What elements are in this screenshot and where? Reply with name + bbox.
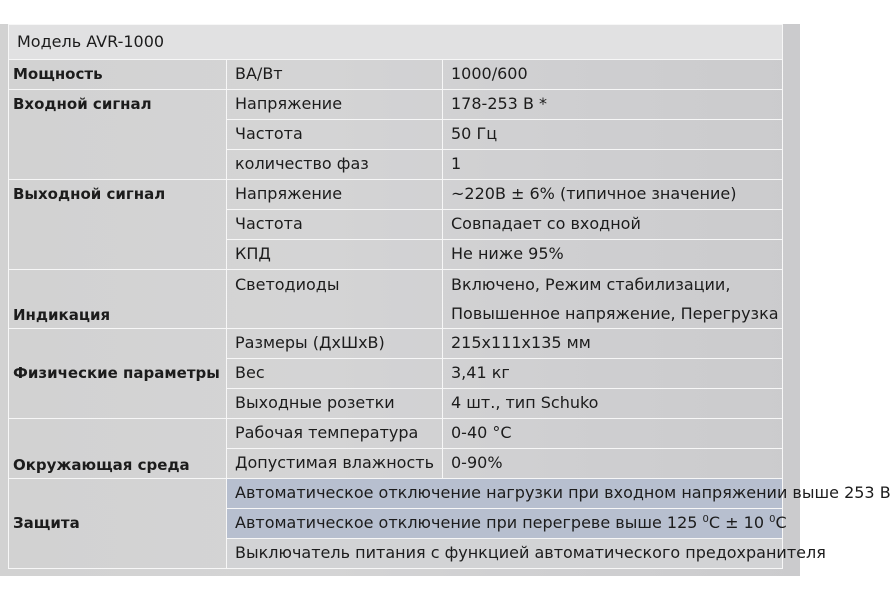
param-cell: Напряжение [227, 180, 443, 210]
value-cell: 1000/600 [443, 60, 783, 90]
param-cell: количество фаз [227, 150, 443, 180]
degree-sup: 0 [769, 514, 776, 526]
value-line: Включено, Режим стабилизации, [451, 275, 731, 294]
table-row [9, 270, 783, 329]
value-cell: 50 Гц [443, 120, 783, 150]
value-cell: 0-40 °C [443, 419, 783, 449]
protection-text: Автоматическое отключение при перегреве выше 125 [235, 513, 703, 533]
param-cell: Частота [227, 210, 443, 240]
param-cell: Рабочая температура [227, 419, 443, 449]
category-protection: Защита [9, 479, 227, 569]
param-cell: КПД [227, 240, 443, 270]
value-cell: 4 шт., тип Schuko [443, 389, 783, 419]
table-row [9, 329, 783, 359]
category-power: Мощность [9, 60, 227, 90]
param-cell: ВА/Вт [227, 60, 443, 90]
value-cell: Совпадает со входной [443, 210, 783, 240]
spec-table [8, 24, 891, 569]
value-cell: 3,41 кг [443, 359, 783, 389]
category-indication: Индикация [9, 270, 227, 329]
param-cell: Допустимая влажность [227, 449, 443, 479]
protection-text: С [775, 513, 787, 533]
table-row [9, 419, 783, 449]
value-cell: ~220В ± 6% (типичное значение) [443, 180, 783, 210]
param-cell: Выходные розетки [227, 389, 443, 419]
value-cell [443, 270, 783, 329]
degree-sup: 0 [702, 514, 709, 526]
value-cell: 178-253 В * [443, 90, 783, 120]
protection-item [227, 509, 787, 539]
value-cell: 1 [443, 150, 783, 180]
param-cell: Светодиоды [227, 270, 443, 329]
protection-item: Автоматическое отключение нагрузки при входном напряжении выше 253 В [227, 479, 783, 509]
param-cell: Размеры (ДхШхВ) [227, 329, 443, 359]
param-cell: Напряжение [227, 90, 443, 120]
param-cell: Вес [227, 359, 443, 389]
model-title: Модель AVR-1000 [9, 25, 783, 60]
protection-item: Выключатель питания с функцией автоматического предохранителя [227, 539, 783, 569]
model-row [9, 25, 783, 60]
protection-text: С ± 10 [708, 513, 770, 533]
table-row [9, 60, 783, 90]
table-row [9, 90, 783, 120]
category-input: Входной сигнал [9, 90, 227, 180]
category-environment: Окружающая среда [9, 419, 227, 479]
table-row [9, 180, 783, 210]
category-output: Выходной сигнал [9, 180, 227, 270]
param-cell: Частота [227, 120, 443, 150]
value-cell: 215x111x135 мм [443, 329, 783, 359]
category-physical: Физические параметры [9, 329, 227, 419]
value-cell: 0-90% [443, 449, 783, 479]
table-row [9, 479, 783, 509]
value-cell: Не ниже 95% [443, 240, 783, 270]
value-line: Повышенное напряжение, Перегрузка [451, 304, 779, 323]
spec-sheet [0, 24, 891, 576]
